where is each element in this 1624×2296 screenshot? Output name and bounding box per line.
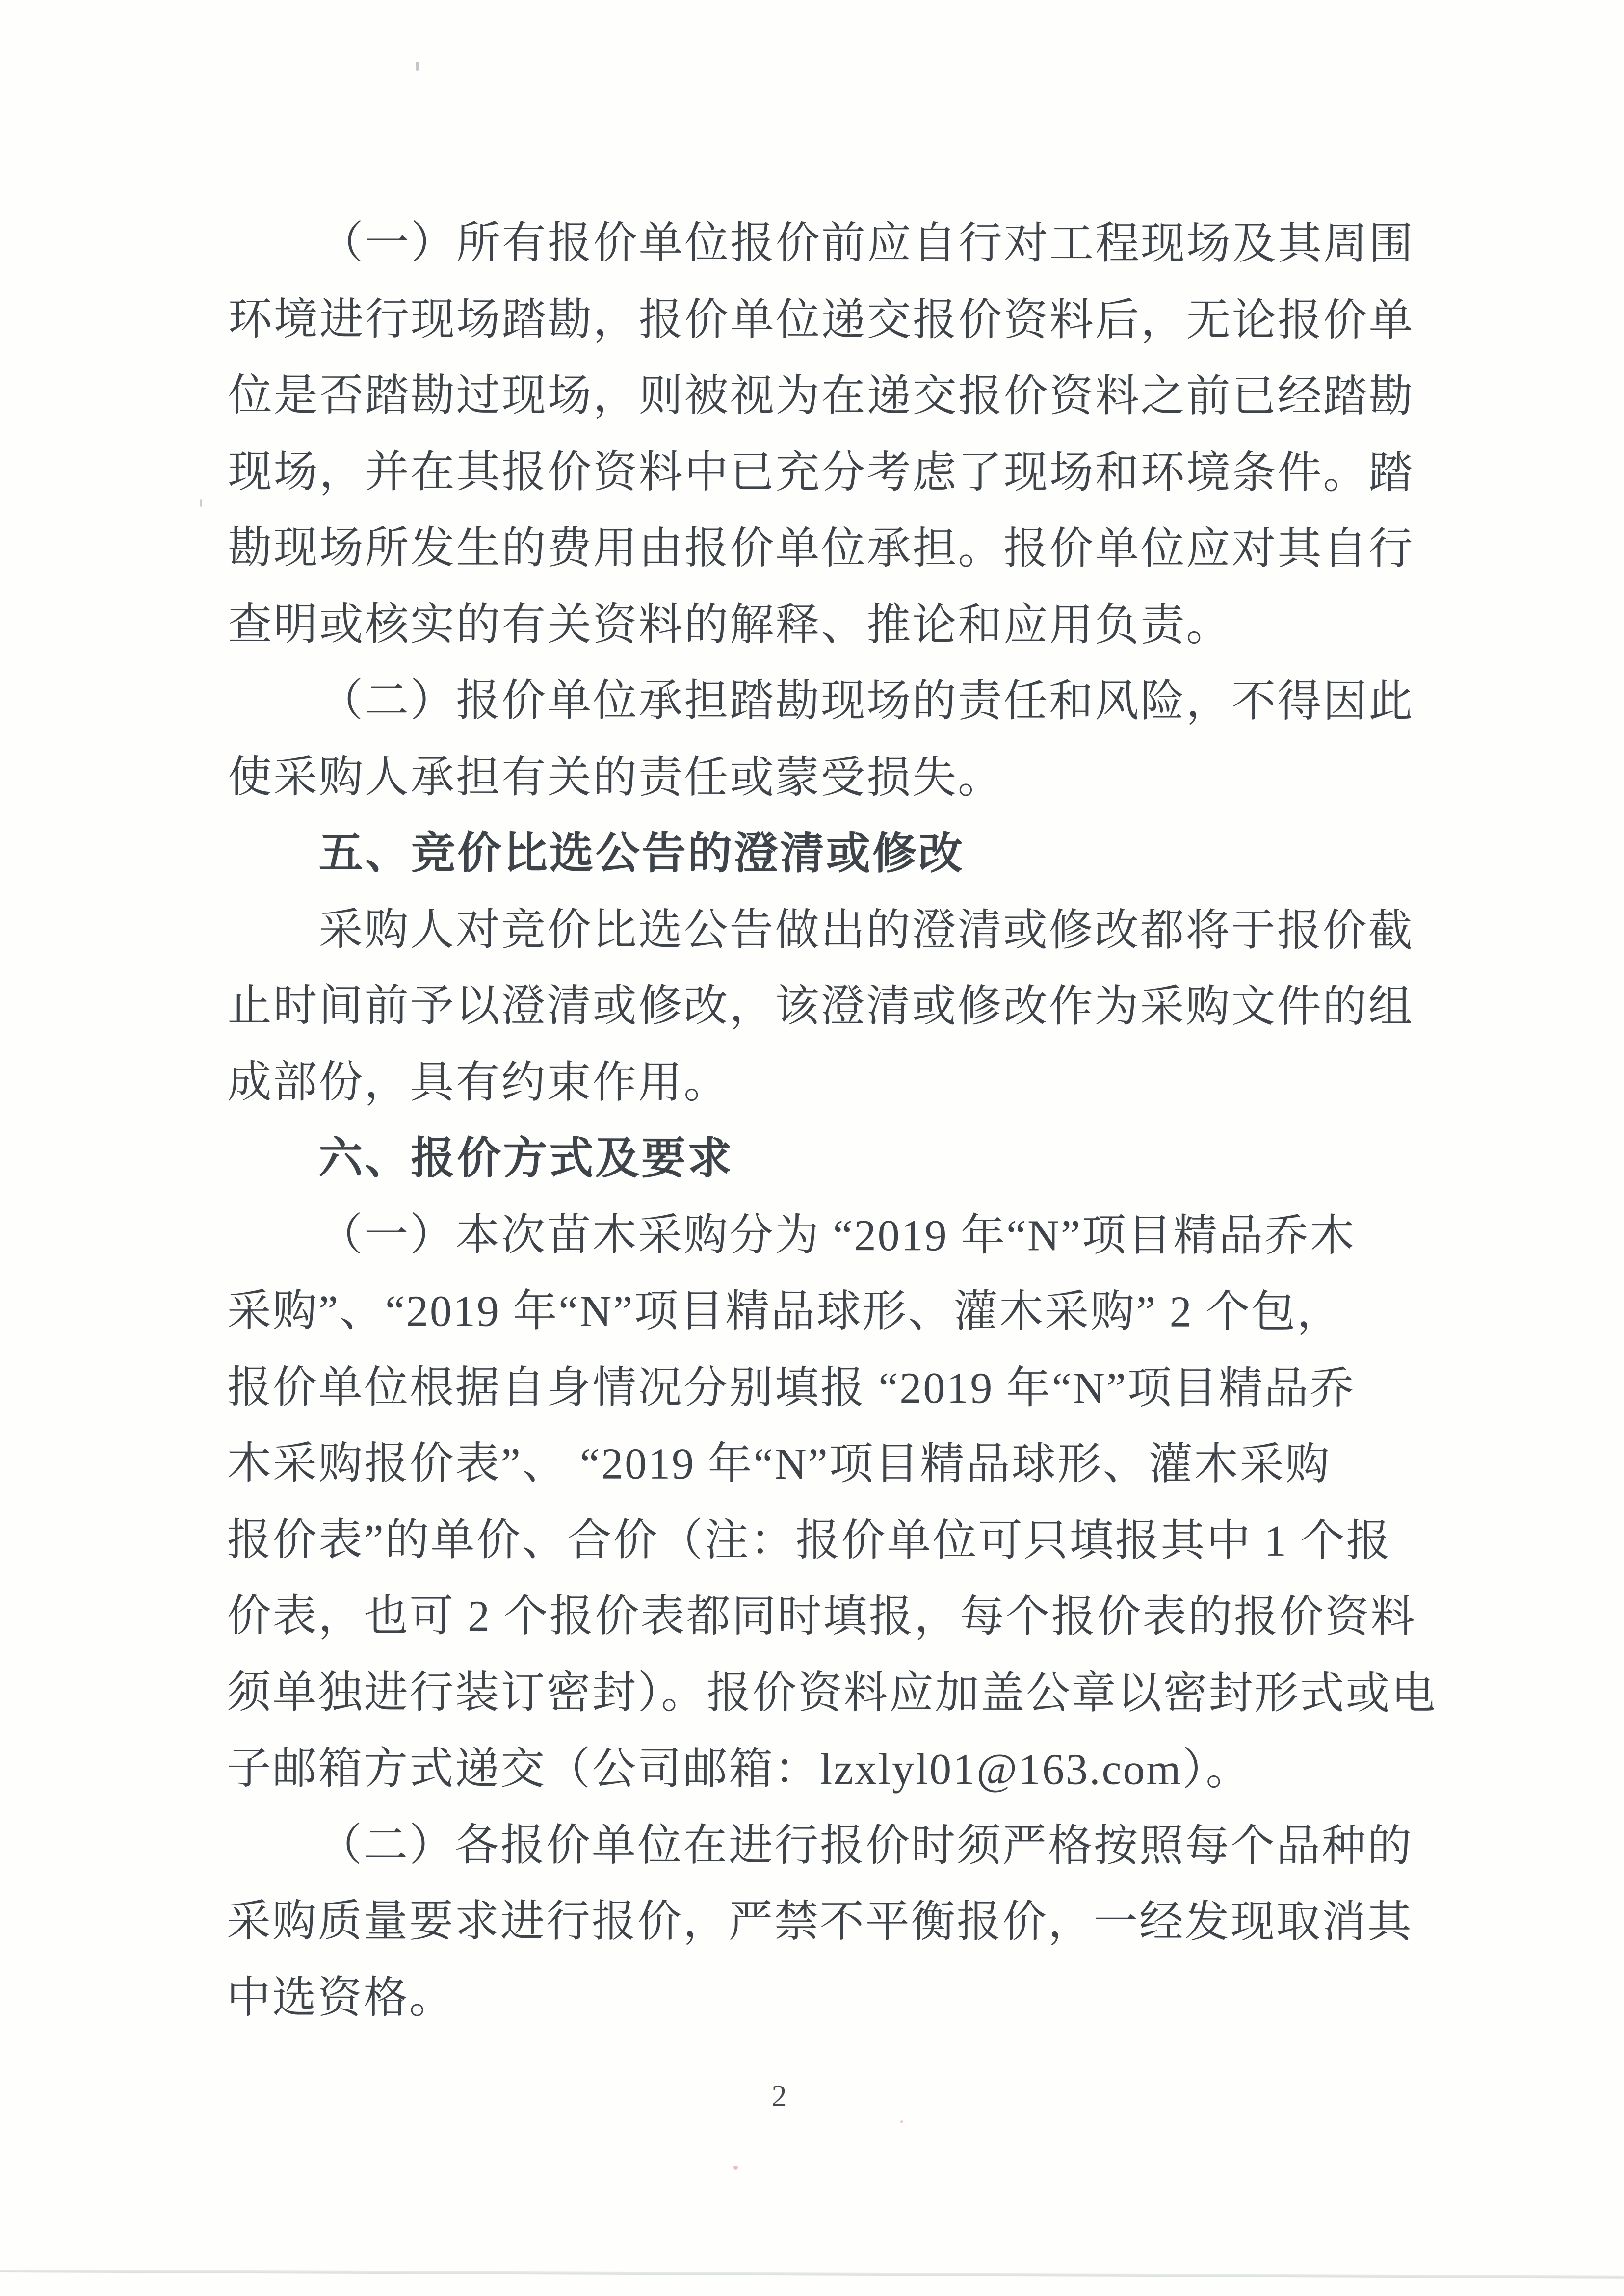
body-line: 中选资格。 bbox=[226, 1973, 455, 2022]
scan-speck bbox=[200, 499, 202, 507]
body-line: 使采购人承担有关的责任或蒙受损失。 bbox=[227, 753, 1004, 802]
body-line: 环境进行现场踏勘，报价单位递交报价资料后，无论报价单 bbox=[228, 295, 1414, 345]
body-line: 现场，并在其报价资料中已充分考虑了现场和环境条件。踏 bbox=[228, 447, 1414, 497]
body-line: 位是否踏勘过现场，则被视为在递交报价资料之前已经踏勘 bbox=[228, 371, 1414, 421]
body-line: 采购”、“2019 年“N”项目精品球形、灌木采购” 2 个包， bbox=[227, 1286, 1343, 1336]
section-heading-6: 六、报价方式及要求 bbox=[318, 1134, 734, 1183]
body-line: 查明或核实的有关资料的解释、推论和应用负责。 bbox=[228, 600, 1232, 650]
body-line: 采购人对竞价比选公告做出的澄清或修改都将于报价截 bbox=[318, 905, 1414, 955]
body-line: 价表，也可 2 个报价表都同时填报，每个报价表的报价资料 bbox=[227, 1592, 1416, 1642]
page-number: 2 bbox=[771, 2080, 787, 2113]
body-line: 须单独进行装订密封）。报价资料应加盖公章以密封形式或电 bbox=[227, 1668, 1437, 1718]
scan-speck bbox=[900, 2120, 903, 2123]
body-line: （一）所有报价单位报价前应自行对工程现场及其周围 bbox=[319, 219, 1414, 269]
body-line: 木采购报价表”、 “2019 年“N”项目精品球形、灌木采购 bbox=[227, 1439, 1331, 1489]
body-line: 勘现场所发生的费用由报价单位承担。报价单位应对其自行 bbox=[228, 523, 1414, 574]
section-heading-5: 五、竞价比选公告的澄清或修改 bbox=[318, 829, 965, 879]
scan-speck bbox=[733, 2166, 738, 2170]
body-line: 止时间前予以澄清或修改，该澄清或修改作为采购文件的组 bbox=[227, 981, 1414, 1032]
scan-speck bbox=[416, 62, 419, 71]
body-line: 成部份，具有约束作用。 bbox=[227, 1058, 730, 1107]
scan-edge-artifact bbox=[0, 2270, 1624, 2279]
body-line: （二）报价单位承担踏勘现场的责任和风险，不得因此 bbox=[319, 677, 1414, 727]
body-line: 报价单位根据自身情况分别填报 “2019 年“N”项目精品乔 bbox=[227, 1363, 1356, 1413]
document-body bbox=[227, 205, 1438, 2037]
body-line: 报价表”的单价、合价（注：报价单位可只填报其中 1 个报 bbox=[227, 1515, 1392, 1565]
body-line: 采购质量要求进行报价，严禁不平衡报价，一经发现取消其 bbox=[226, 1897, 1413, 1947]
body-line: 子邮箱方式递交（公司邮箱：lzxlyl01@163.com）。 bbox=[227, 1744, 1252, 1794]
body-line: （一）本次苗木采购分为 “2019 年“N”项目精品乔木 bbox=[318, 1210, 1356, 1260]
body-line: （二）各报价单位在进行报价时须严格按照每个品种的 bbox=[318, 1821, 1414, 1871]
